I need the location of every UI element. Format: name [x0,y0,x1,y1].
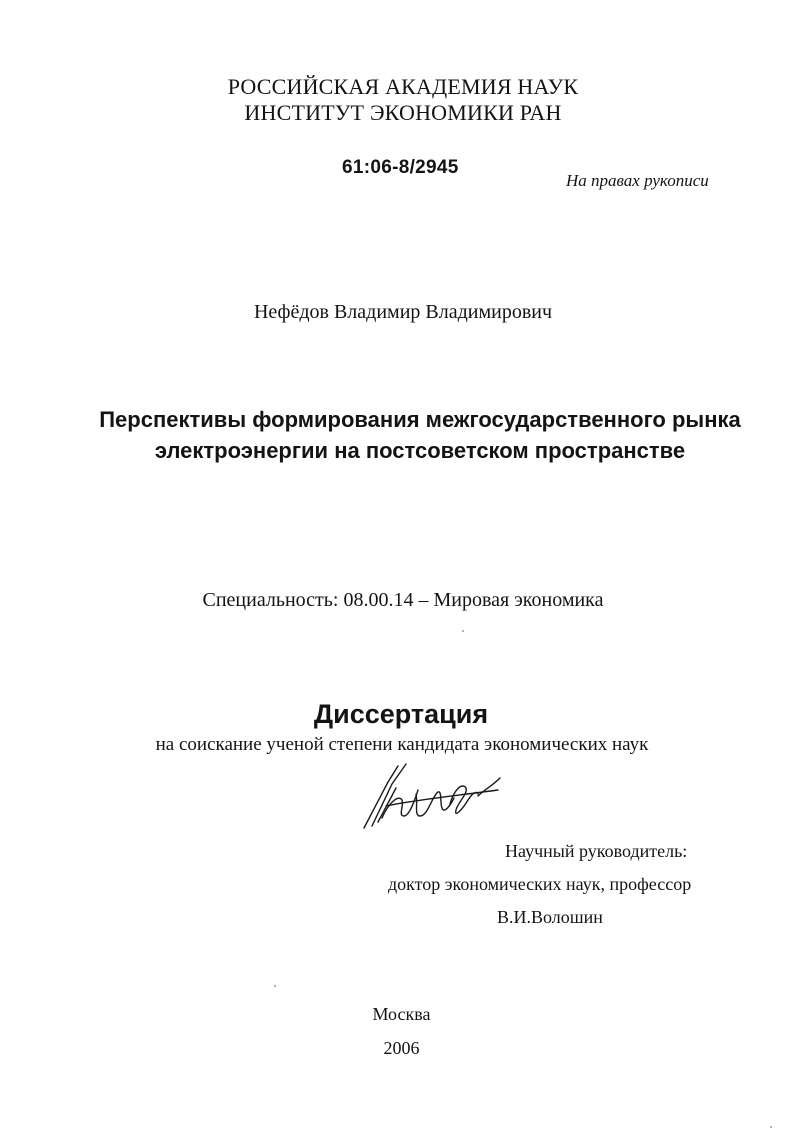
organization-name: РОССИЙСКАЯ АКАДЕМИЯ НАУК [227,74,579,99]
dissertation-title: Перспективы формирования межгосударственного рынка электроэнергии на постсоветском пространстве [99,407,741,463]
scan-speck [274,985,276,987]
publication-year: 2006 [383,1038,420,1058]
scan-speck [462,630,464,632]
document-type: Диссертация [313,699,489,729]
catalog-code: 61:06-8/2945 [342,157,459,178]
manuscript-note: На правах рукописи [566,171,709,190]
scan-speck [770,1126,772,1128]
author-name: Нефёдов Владимир Владимирович [253,301,553,323]
author-signature [358,760,508,832]
supervisor-credentials: доктор экономических наук, профессор [388,874,692,894]
supervisor-name: В.И.Волошин [497,907,603,927]
specialty: Специальность: 08.00.14 – Мировая экономика [202,589,604,611]
supervisor-label: Научный руководитель: [505,841,688,861]
degree-description: на соискание ученой степени кандидата экономических наук [155,734,649,755]
institute-name: ИНСТИТУТ ЭКОНОМИКИ РАН [244,100,562,125]
publication-city: Москва [372,1004,431,1024]
